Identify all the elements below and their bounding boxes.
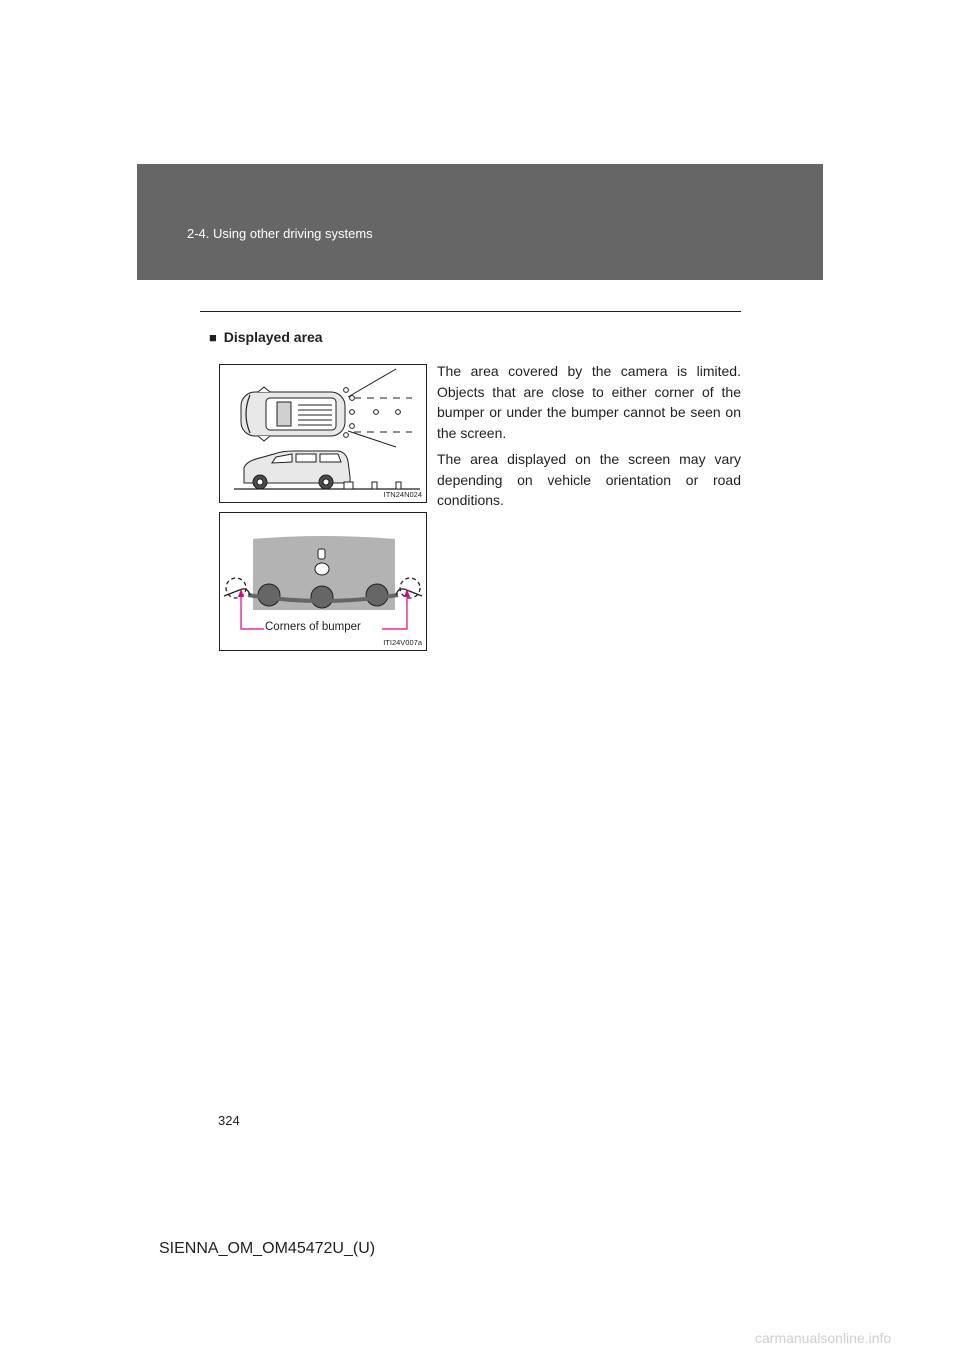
vehicle-diagram bbox=[220, 365, 426, 502]
subheading-title: Displayed area bbox=[223, 329, 323, 345]
watermark: carmanualsonline.info bbox=[755, 1330, 892, 1346]
figure-code: ITN24N024 bbox=[383, 490, 422, 499]
footer-document-code: SIENNA_OM_OM45472U_(U) bbox=[159, 1240, 376, 1257]
figure-code: ITI24V007a bbox=[383, 638, 422, 647]
header-band bbox=[137, 164, 823, 280]
subheading bbox=[209, 329, 323, 345]
square-bullet-icon: ■ bbox=[209, 330, 217, 345]
vehicle-side-view bbox=[244, 451, 350, 489]
camera-coverage-figure bbox=[219, 364, 427, 503]
vehicle-top-view bbox=[241, 387, 345, 441]
section-rule bbox=[200, 311, 741, 312]
coverage-lines bbox=[348, 369, 412, 447]
paragraph-2: The area displayed on the screen may vary depending on vehicle orientation or road conditions. bbox=[437, 451, 741, 508]
ground-obstacles bbox=[344, 482, 401, 489]
section-title: 2-4. Using other driving systems bbox=[187, 226, 373, 241]
corners-callout-label: Corners of bumper bbox=[265, 621, 361, 633]
paragraph-1: The area covered by the camera is limited. Objects that are close to either corner of the bumper or under the bumper cannot be seen on the screen. bbox=[437, 363, 741, 441]
page-number: 324 bbox=[218, 1113, 240, 1128]
body-text bbox=[437, 361, 741, 517]
